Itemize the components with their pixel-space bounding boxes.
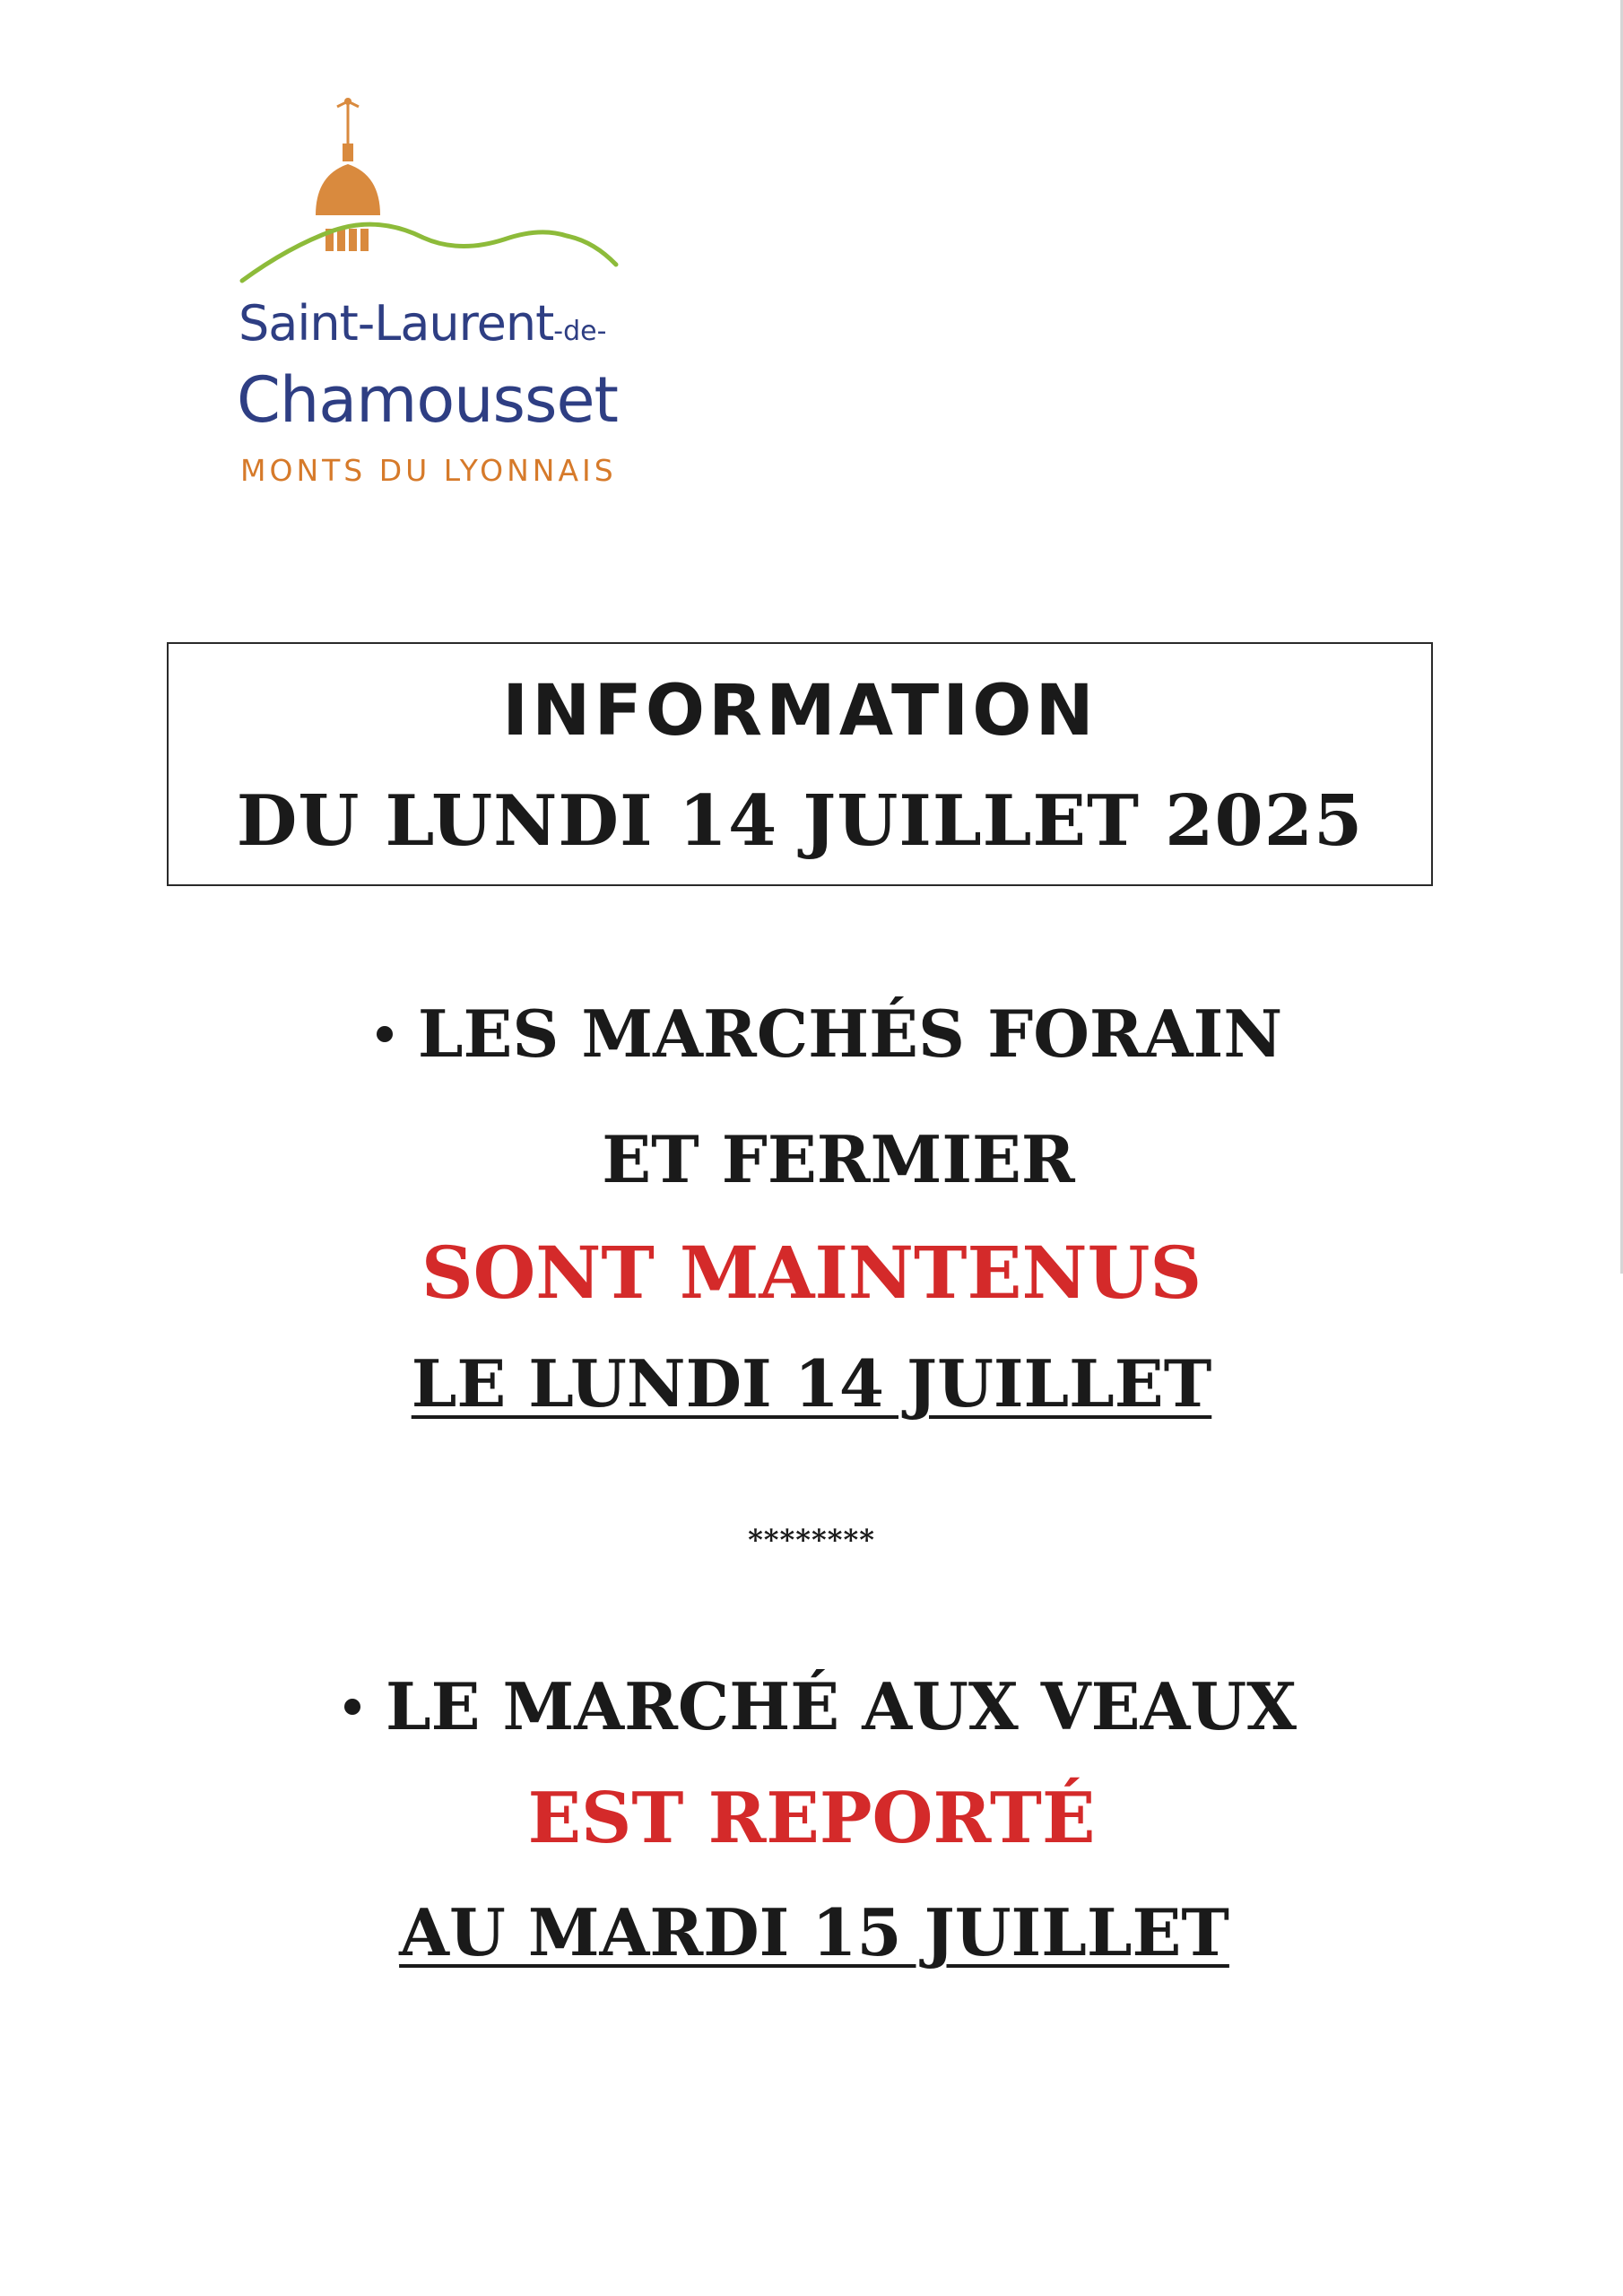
separator-stars: ********: [748, 1523, 875, 1557]
logo-region-name: MONTS DU LYONNAIS: [240, 453, 617, 488]
information-header-box: [167, 642, 1433, 886]
logo-town-name-line1: Saint-Laurent-de-: [239, 295, 607, 352]
bullet-icon: [344, 1699, 360, 1715]
bullet-icon: [377, 1026, 393, 1042]
page-title: INFORMATION: [502, 671, 1098, 752]
section2-heading: LE MARCHÉ AUX VEAUX: [0, 1668, 1623, 1744]
section1-heading: LES MARCHÉS FORAIN: [0, 996, 1623, 1072]
section1-date: LE LUNDI 14 JUILLET: [411, 1345, 1212, 1422]
page-subtitle-date: DU LUNDI 14 JUILLET 2025: [236, 780, 1364, 862]
church-dome-logo-icon: [235, 94, 638, 291]
section1-status: SONT MAINTENUS: [421, 1231, 1202, 1315]
section1-heading-line2: ET FERMIER: [602, 1121, 1075, 1197]
section2-date: AU MARDI 15 JUILLET: [399, 1894, 1229, 1970]
municipality-logo: [235, 94, 638, 498]
logo-town-name-line2: Chamousset: [237, 363, 618, 437]
section2-status: EST REPORTÉ: [527, 1778, 1096, 1859]
